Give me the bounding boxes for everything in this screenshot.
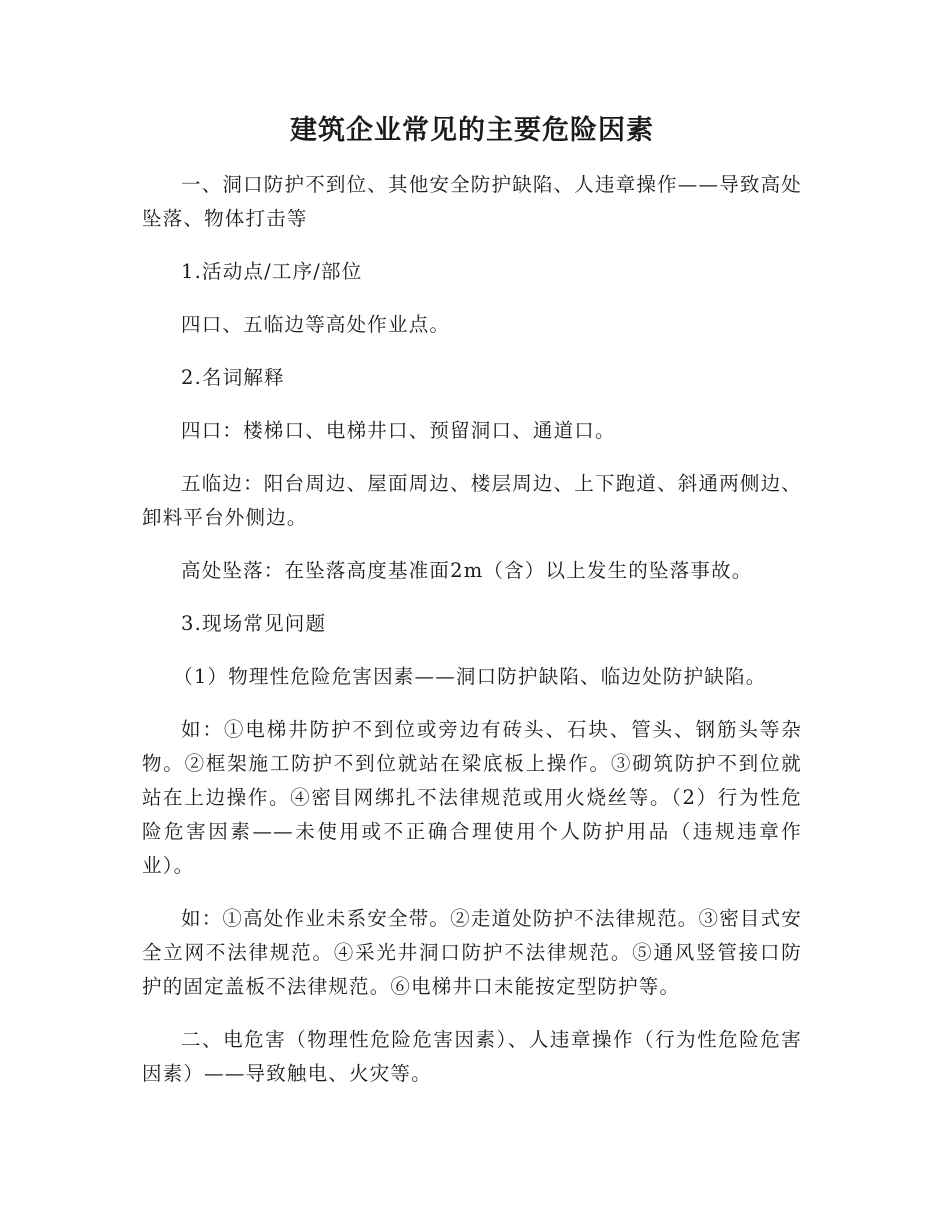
- paragraph-section-2-heading: 二、电危害（物理性危险危害因素）、人违章操作（行为性危险危害因素）——导致触电、火灾等。: [142, 1028, 802, 1085]
- paragraph-five-edges: 五临边：阳台周边、屋面周边、楼层周边、上下跑道、斜通两侧边、卸料平台外侧边。: [142, 472, 803, 529]
- paragraph-activity-body: 四口、五临边等高处作业点。: [181, 313, 451, 336]
- paragraph-physical-factors: （1）物理性危险危害因素——洞口防护缺陷、临边处防护缺陷。: [173, 665, 767, 688]
- paragraph-fall-definition: 高处坠落：在坠落高度基准面2m（含）以上发生的坠落事故。: [181, 559, 753, 582]
- paragraph-section-1-heading: 一、洞口防护不到位、其他安全防护缺陷、人违章操作——导致高处坠落、物体打击等: [142, 173, 803, 230]
- paragraph-terms-heading: 2.名词解释: [181, 366, 285, 389]
- document-title: 建筑企业常见的主要危险因素: [290, 115, 654, 146]
- paragraph-physical-examples: 如：①电梯井防护不到位或旁边有砖头、石块、管头、钢筋头等杂物。②框架施工防护不到位就站在梁底板上操作。③砌筑防护不到位就站在上边操作。④密目网绑扎不法律规范或用火烧丝等。（2）行为性危险危害因素——未使用或不正确合理使用个人防护用品（违规违章作业）。: [142, 718, 802, 877]
- paragraph-issues-heading: 3.现场常见问题: [181, 612, 327, 635]
- paragraph-four-openings: 四口：楼梯口、电梯井口、预留洞口、通道口。: [181, 419, 616, 442]
- paragraph-activity-heading: 1.活动点/工序/部位: [181, 260, 363, 283]
- document-page: [142, 108, 802, 1110]
- paragraph-behavior-examples: 如：①高处作业未系安全带。②走道处防护不法律规范。③密目式安全立网不法律规范。④采光井洞口防护不法律规范。⑤通风竖管接口防护的固定盖板不法律规范。⑥电梯井口未能按定型防护等。: [142, 907, 803, 998]
